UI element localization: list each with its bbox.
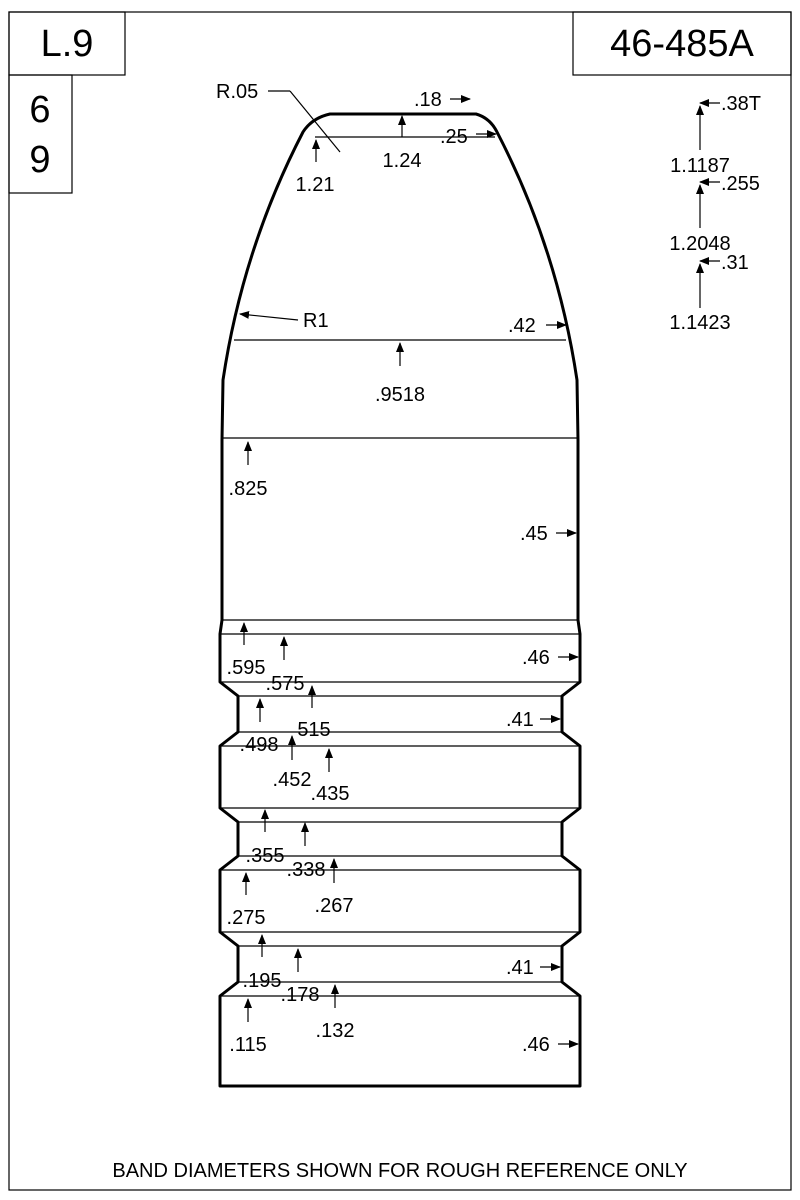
r1-leader — [240, 314, 298, 320]
l355-label: .355 — [245, 845, 285, 867]
bullet-outline — [220, 114, 580, 1086]
l825-label: .825 — [228, 478, 268, 500]
l124-label: 1.24 — [382, 150, 422, 172]
l515-label: 515 — [297, 719, 331, 741]
l267-label: .267 — [314, 895, 354, 917]
footer-note: BAND DIAMETERS SHOWN FOR ROUGH REFERENCE ONLY — [112, 1160, 688, 1182]
right-code: 46-485A — [610, 23, 754, 65]
r05-label: R.05 — [216, 81, 259, 103]
l575-label: .575 — [265, 673, 305, 695]
spec-len3: 1.1423 — [669, 312, 731, 334]
left-code: L.9 — [40, 23, 94, 65]
r1-label: R1 — [303, 310, 329, 332]
l275-label: .275 — [226, 907, 266, 929]
d41b-label: .41 — [506, 957, 534, 979]
d45-label: .45 — [520, 523, 548, 545]
l121-label: 1.21 — [295, 174, 335, 196]
d25-label: .25 — [440, 126, 468, 148]
d18-label: .18 — [414, 89, 442, 111]
l195-label: .195 — [242, 970, 282, 992]
l115-label: .115 — [229, 1034, 267, 1056]
d46b-label: .46 — [522, 1034, 550, 1056]
spec-dia3: .31 — [721, 252, 749, 274]
l178-label: .178 — [280, 984, 320, 1006]
l498-label: .498 — [239, 734, 279, 756]
l595-label: .595 — [226, 657, 266, 679]
spec-dia2: .255 — [721, 173, 760, 195]
spec-top-dia: .38T — [721, 93, 762, 115]
d42-label: .42 — [508, 315, 536, 337]
l338-label: .338 — [286, 859, 326, 881]
l9518-label: .9518 — [374, 384, 426, 406]
d46a-label: .46 — [522, 647, 550, 669]
spec-len2: 1.2048 — [669, 233, 731, 255]
sub-code-bottom: 9 — [29, 139, 51, 181]
l452-label: .452 — [272, 769, 312, 791]
d41a-label: .41 — [506, 709, 534, 731]
l132-label: .132 — [315, 1020, 355, 1042]
spec-len1: 1.1187 — [670, 155, 730, 177]
sub-code-top: 6 — [29, 89, 51, 131]
l435-label: .435 — [310, 783, 350, 805]
page-frame — [9, 12, 791, 1190]
